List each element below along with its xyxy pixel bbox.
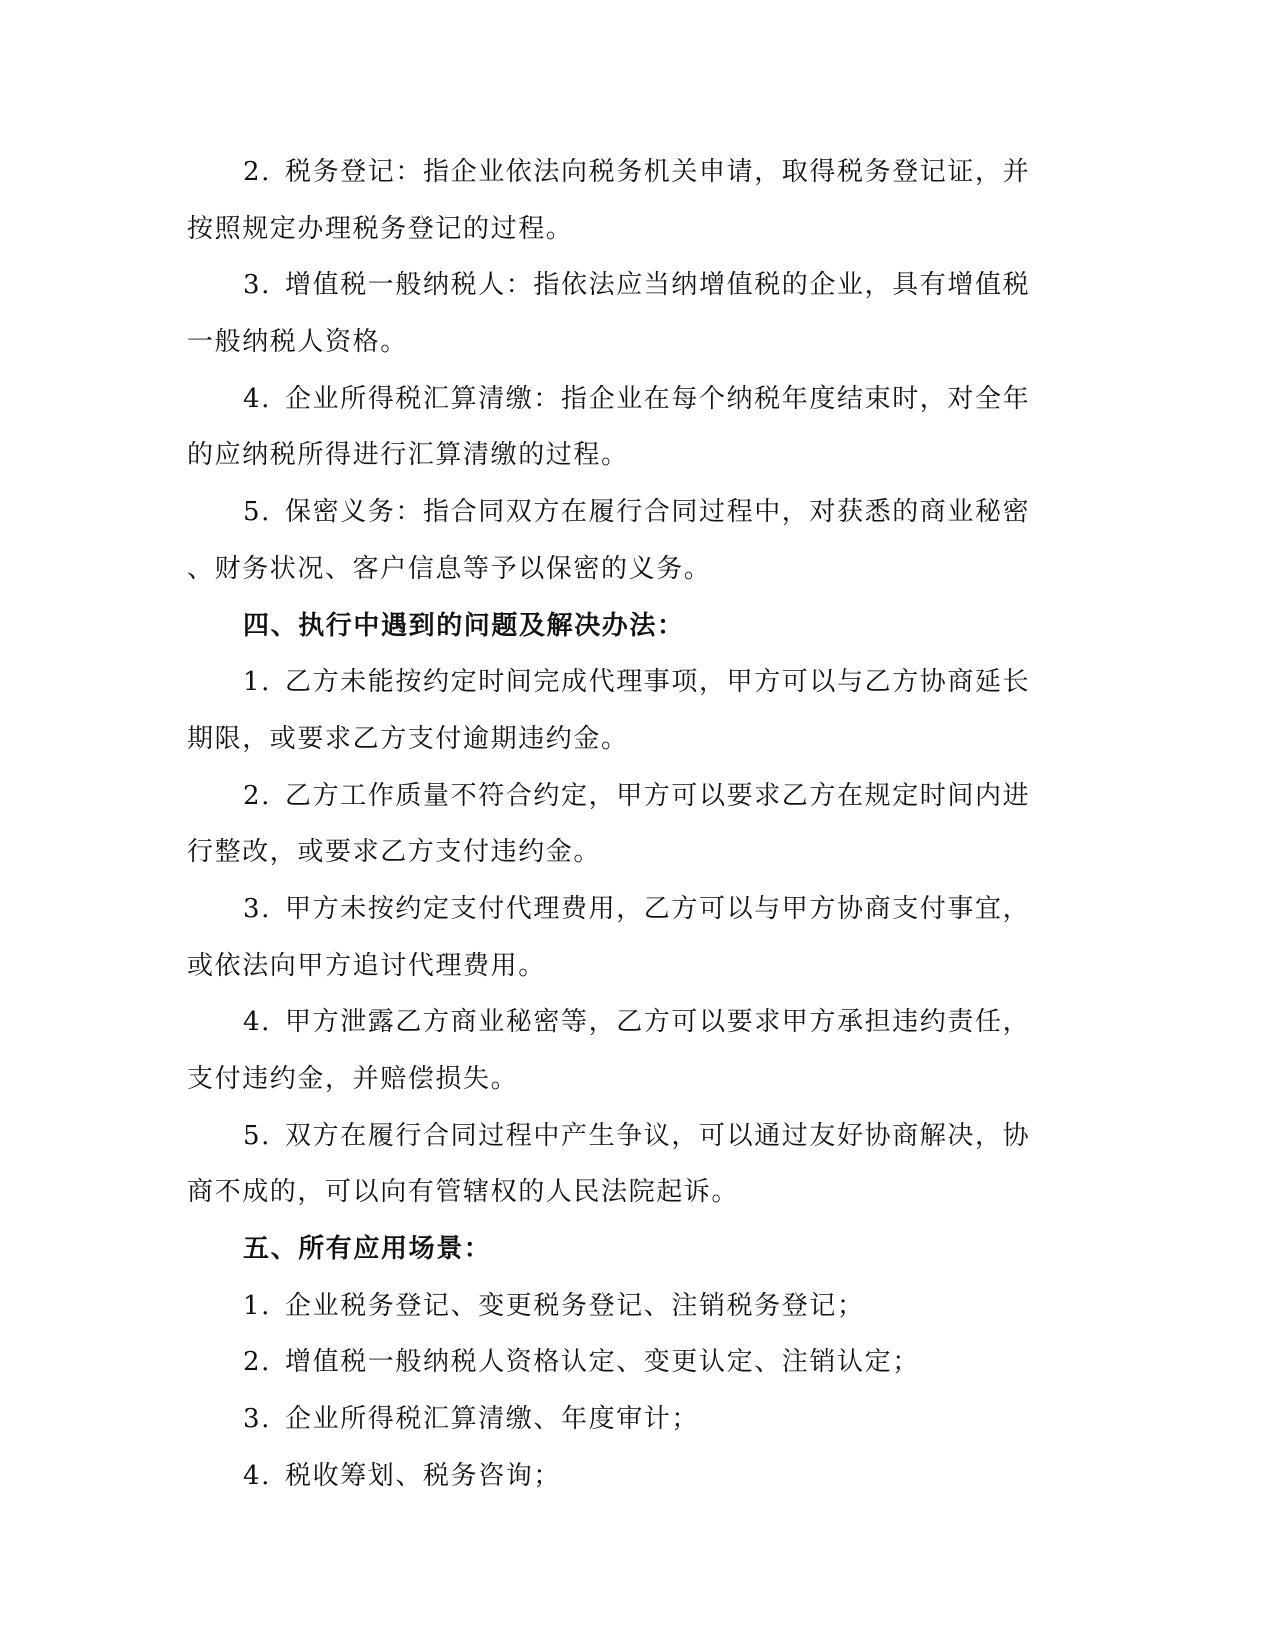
item-text: 保密义务：指合同双方在履行合同过程中，对获悉的商业秘密 bbox=[285, 497, 1031, 528]
item-text-continued: 行整改，或要求乙方支付违约金。 bbox=[187, 837, 602, 868]
item-number: 4. bbox=[243, 1007, 272, 1038]
item-number: 4. bbox=[243, 1460, 272, 1491]
item-number: 2. bbox=[243, 780, 272, 811]
item-number: 2. bbox=[243, 1347, 272, 1378]
item-text-continued: 期限，或要求乙方支付逾期违约金。 bbox=[187, 723, 629, 754]
item-text: 企业所得税汇算清缴、年度审计； bbox=[285, 1404, 700, 1435]
item-number: 5. bbox=[243, 1120, 272, 1151]
problem-item-5 bbox=[187, 1108, 1077, 1221]
item-text: 税务登记：指企业依法向税务机关申请，取得税务登记证，并 bbox=[285, 157, 1031, 187]
item-text-continued: 商不成的，可以向有管辖权的人民法院起诉。 bbox=[187, 1177, 740, 1208]
scenario-item-3 bbox=[187, 1391, 1077, 1448]
item-text-continued: 按照规定办理税务登记的过程。 bbox=[187, 213, 574, 244]
item-text: 甲方未按约定支付代理费用，乙方可以与甲方协商支付事宜， bbox=[285, 893, 1031, 924]
item-text: 双方在履行合同过程中产生争议，可以通过友好协商解决，协 bbox=[285, 1120, 1031, 1151]
item-number: 5. bbox=[243, 497, 272, 528]
item-text: 增值税一般纳税人资格认定、变更认定、注销认定； bbox=[285, 1347, 920, 1378]
item-text: 企业所得税汇算清缴：指企业在每个纳税年度结束时，对全年 bbox=[285, 383, 1031, 414]
item-number: 3. bbox=[243, 1404, 272, 1435]
item-text: 乙方工作质量不符合约定，甲方可以要求乙方在规定时间内进 bbox=[285, 780, 1031, 811]
item-number: 3. bbox=[243, 270, 272, 301]
section-heading-application-scenarios: 五、所有应用场景： bbox=[243, 1234, 492, 1265]
document-page bbox=[187, 144, 1077, 1505]
problem-item-1 bbox=[187, 654, 1077, 767]
item-text-continued: 、财务状况、客户信息等予以保密的义务。 bbox=[187, 553, 712, 584]
item-number: 2. bbox=[243, 157, 272, 187]
definition-item-5 bbox=[187, 484, 1077, 597]
item-text-continued: 或依法向甲方追讨代理费用。 bbox=[187, 950, 546, 981]
definition-item-4 bbox=[187, 371, 1077, 484]
item-number: 1. bbox=[243, 1290, 272, 1321]
item-text: 税收筹划、税务咨询； bbox=[285, 1460, 562, 1491]
problem-item-3 bbox=[187, 881, 1077, 994]
scenario-item-2 bbox=[187, 1334, 1077, 1391]
item-text: 企业税务登记、变更税务登记、注销税务登记； bbox=[285, 1290, 865, 1321]
item-text-continued: 的应纳税所得进行汇算清缴的过程。 bbox=[187, 440, 629, 471]
item-text: 甲方泄露乙方商业秘密等，乙方可以要求甲方承担违约责任， bbox=[285, 1007, 1031, 1038]
item-number: 1. bbox=[243, 667, 272, 698]
section-heading-problems-solutions: 四、执行中遇到的问题及解决办法： bbox=[243, 610, 685, 641]
item-text: 乙方未能按约定时间完成代理事项，甲方可以与乙方协商延长 bbox=[285, 667, 1031, 698]
problem-item-4 bbox=[187, 994, 1077, 1107]
item-number: 4. bbox=[243, 383, 272, 414]
item-number: 3. bbox=[243, 893, 272, 924]
definition-item-3 bbox=[187, 257, 1077, 370]
definition-item-2 bbox=[187, 144, 1077, 257]
item-text-continued: 支付违约金，并赔偿损失。 bbox=[187, 1064, 519, 1094]
scenario-item-1 bbox=[187, 1278, 1077, 1335]
item-text: 增值税一般纳税人：指依法应当纳增值税的企业，具有增值税 bbox=[285, 270, 1031, 301]
scenario-item-4 bbox=[187, 1448, 1077, 1505]
item-text-continued: 一般纳税人资格。 bbox=[187, 327, 408, 358]
problem-item-2 bbox=[187, 768, 1077, 881]
